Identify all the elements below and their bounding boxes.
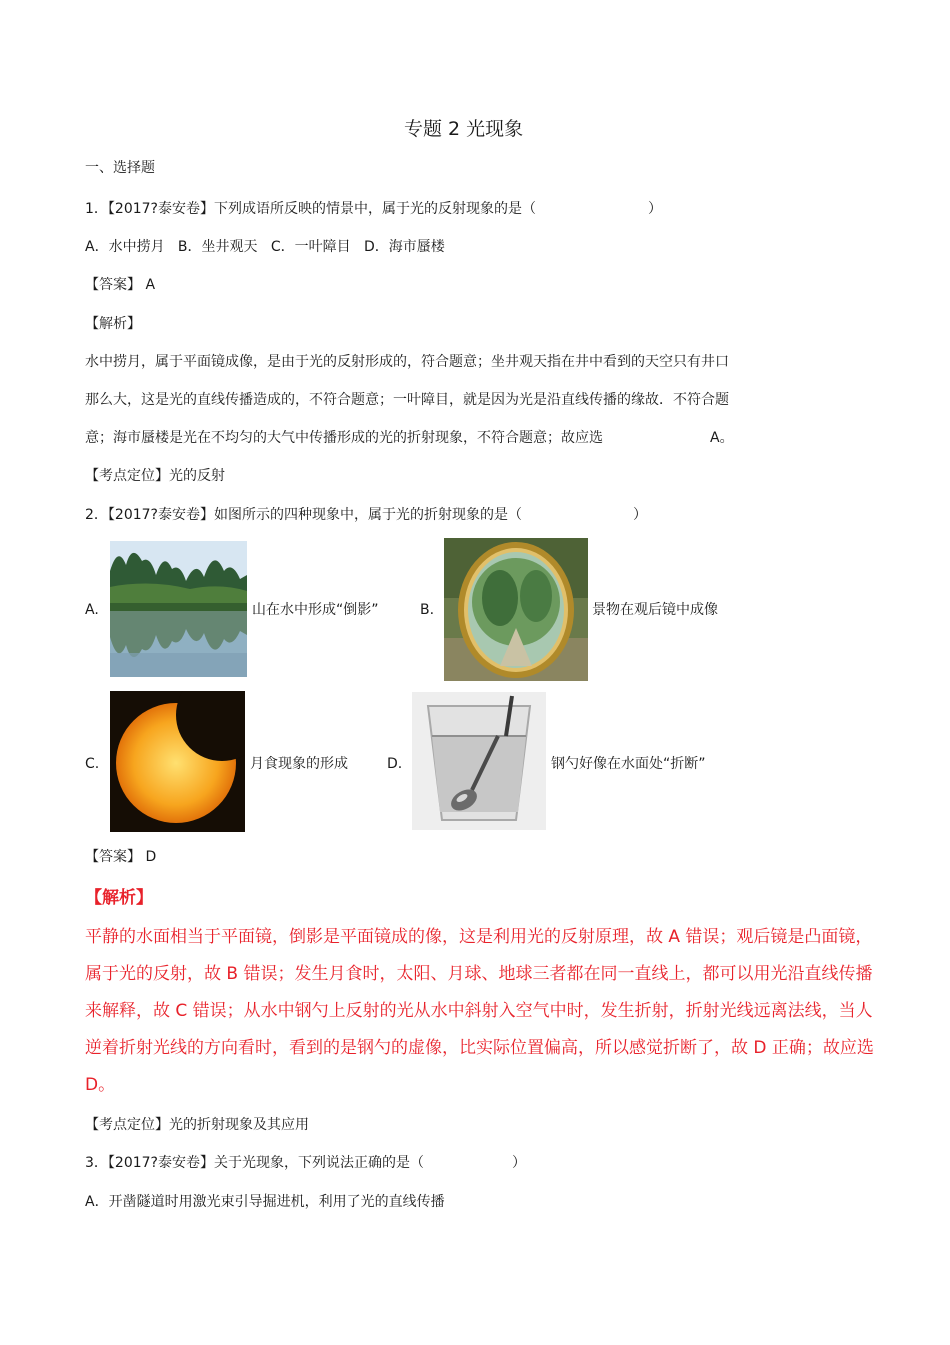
- q2-option-b-letter: B.: [420, 602, 435, 618]
- q2-option-c-caption: 月食现象的形成: [250, 756, 348, 772]
- spoon-in-glass-image: [412, 692, 546, 830]
- q3-option-a: A．开凿隧道时用激光束引导掘进机，利用了光的直线传播: [85, 1194, 445, 1210]
- q1-analysis-line: 意；海市蜃楼是光在不均匀的大气中传播形成的光的折射现象，不符合题意；故应选: [85, 430, 603, 446]
- q2-option-b-caption: 景物在观后镜中成像: [592, 602, 718, 618]
- q2-point: 【考点定位】光的折射现象及其应用: [85, 1117, 309, 1133]
- rearview-mirror-image: [444, 538, 588, 681]
- q1-paren-close: ）: [648, 201, 662, 217]
- section-heading: 一、选择题: [85, 160, 155, 176]
- q1-point: 【考点定位】光的反射: [85, 468, 225, 484]
- q2-paren-close: ）: [633, 507, 647, 523]
- q2-stem: 2．【2017?泰安卷】如图所示的四种现象中，属于光的折射现象的是（: [85, 507, 522, 523]
- eclipse-image: [110, 691, 245, 832]
- q2-option-a-letter: A.: [85, 602, 99, 618]
- q1-answer: 【答案】 A: [85, 277, 156, 293]
- q2-option-a-caption: 山在水中形成“倒影”: [252, 602, 379, 618]
- q2-analysis-line: 逆着折射光线的方向看时，看到的是钢勺的虚像，比实际位置偏高，所以感觉折断了，故 D 正确；故应选: [85, 1038, 874, 1058]
- q1-options: A．水中捞月 B．坐井观天 C．一叶障目 D．海市蜃楼: [85, 239, 445, 255]
- q1-analysis-label: 【解析】: [85, 316, 141, 332]
- q2-analysis-line: D。: [85, 1075, 116, 1095]
- q2-analysis-line: 属于光的反射，故 B 错误；发生月食时，太阳、月球、地球三者都在同一直线上，都可以用光沿直线传播: [85, 964, 873, 984]
- page-title: 专题 2 光现象: [404, 118, 524, 140]
- q2-analysis-label: 【解析】: [85, 888, 153, 908]
- q2-option-c-letter: C.: [85, 756, 100, 772]
- q1-analysis-line: 那么大，这是光的直线传播造成的，不符合题意；一叶障目，就是因为光是沿直线传播的缘故．不符合题: [85, 392, 729, 408]
- q2-analysis-line: 来解释，故 C 错误；从水中钢勺上反射的光从水中斜射入空气中时，发生折射，折射光线远离法线，当人: [85, 1001, 873, 1021]
- q2-option-d-caption: 钢勺好像在水面处“折断”: [551, 756, 706, 772]
- q1-analysis-line: 水中捞月，属于平面镜成像，是由于光的反射形成的，符合题意；坐井观天指在井中看到的天空只有井口: [85, 354, 729, 370]
- q3-stem: 3．【2017?泰安卷】关于光现象，下列说法正确的是（: [85, 1155, 424, 1171]
- mountain-reflection-image: [110, 541, 247, 677]
- q1-analysis-end: A。: [710, 430, 734, 446]
- q3-paren-close: ）: [512, 1155, 526, 1171]
- q2-answer: 【答案】 D: [85, 849, 157, 865]
- q2-analysis-line: 平静的水面相当于平面镜，倒影是平面镜成的像，这是利用光的反射原理，故 A 错误；观后镜是凸面镜，: [85, 927, 873, 947]
- q1-stem: 1．【2017?泰安卷】下列成语所反映的情景中，属于光的反射现象的是（: [85, 201, 536, 217]
- q2-option-d-letter: D.: [387, 756, 403, 772]
